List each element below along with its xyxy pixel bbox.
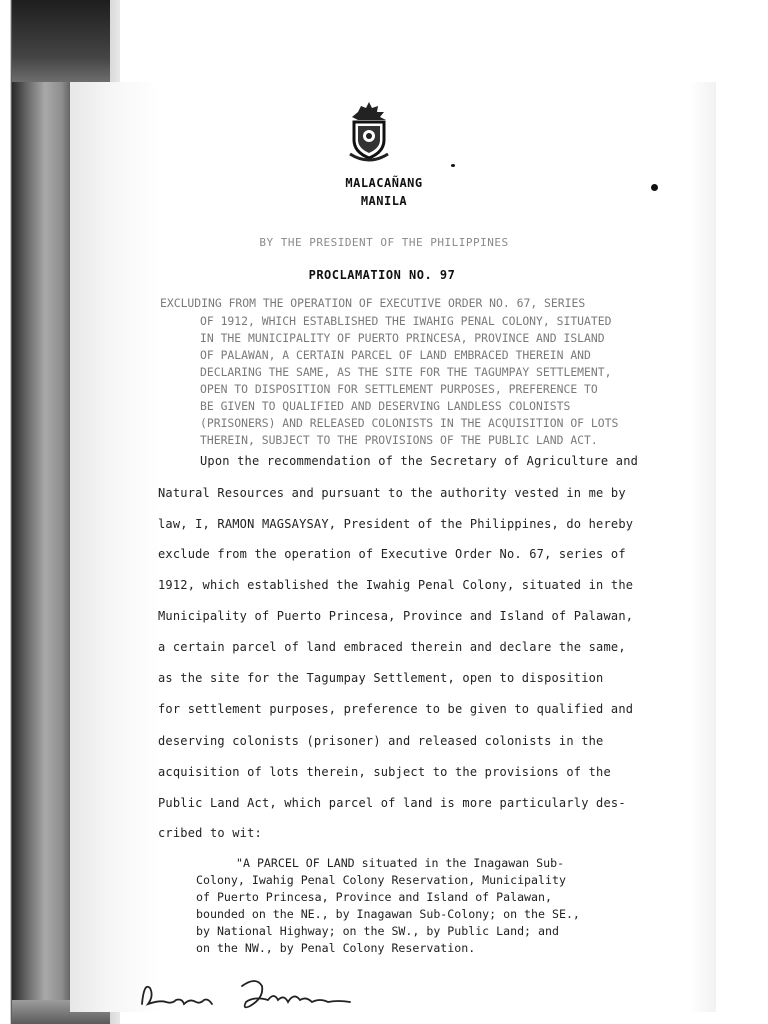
description-line: bounded on the NE., by Inagawan Sub-Colony; on the SE.,: [196, 907, 580, 921]
title-line: (PRISONERS) AND RELEASED COLONISTS IN THE ACQUISITION OF LOTS: [200, 416, 619, 430]
title-line: OPEN TO DISPOSITION FOR SETTLEMENT PURPOSES, PREFERENCE TO: [200, 382, 598, 396]
title-line: BE GIVEN TO QUALIFIED AND DESERVING LANDLESS COLONISTS: [200, 399, 571, 413]
body-line: acquisition of lots therein, subject to the provisions of the: [158, 765, 611, 779]
proclamation-number: PROCLAMATION NO. 97: [308, 268, 456, 282]
speck: [651, 184, 658, 191]
body-line: Upon the recommendation of the Secretary of Agriculture and: [200, 454, 639, 468]
body-line: Public Land Act, which parcel of land is more particularly des-: [158, 796, 626, 810]
title-line: THEREIN, SUBJECT TO THE PROVISIONS OF THE PUBLIC LAND ACT.: [200, 433, 598, 447]
signature-icon: [138, 974, 378, 1014]
title-line: OF PALAWAN, A CERTAIN PARCEL OF LAND EMBRACED THEREIN AND: [200, 348, 591, 362]
city-heading: MANILA: [360, 194, 408, 208]
body-line: law, I, RAMON MAGSAYSAY, President of the Philippines, do hereby: [158, 517, 634, 531]
title-line: OF 1912, WHICH ESTABLISHED THE IWAHIG PENAL COLONY, SITUATED: [200, 314, 612, 328]
description-line: Colony, Iwahig Penal Colony Reservation, Municipality: [196, 873, 566, 887]
body-line: exclude from the operation of Executive Order No. 67, series of: [158, 547, 626, 561]
speck: [451, 164, 455, 167]
description-line: on the NW., by Penal Colony Reservation.: [196, 941, 476, 955]
description-line: "A PARCEL OF LAND situated in the Inagawan Sub-: [236, 856, 565, 870]
title-line: IN THE MUNICIPALITY OF PUERTO PRINCESA, PROVINCE AND ISLAND: [200, 331, 605, 345]
binding-shadow-top: [12, 0, 110, 82]
body-line: cribed to wit:: [158, 826, 262, 840]
description-line: of Puerto Princesa, Province and Island of Palawan,: [196, 890, 552, 904]
body-line: 1912, which established the Iwahig Penal Colony, situated in the: [158, 578, 634, 592]
office-heading: MALACAÑANG: [345, 176, 423, 190]
presidential-seal-icon: [344, 100, 394, 162]
body-line: as the site for the Tagumpay Settlement, open to disposition: [158, 671, 604, 685]
body-line: for settlement purposes, preference to be given to qualified and: [158, 702, 634, 716]
body-line: deserving colonists (prisoner) and released colonists in the: [158, 734, 604, 748]
body-line: Natural Resources and pursuant to the authority vested in me by: [158, 486, 626, 500]
issuer-line: BY THE PRESIDENT OF THE PHILIPPINES: [259, 236, 509, 249]
description-line: by National Highway; on the SW., by Public Land; and: [196, 924, 559, 938]
body-line: a certain parcel of land embraced therein and declare the same,: [158, 640, 626, 654]
body-line: Municipality of Puerto Princesa, Province and Island of Palawan,: [158, 609, 634, 623]
title-line: DECLARING THE SAME, AS THE SITE FOR THE TAGUMPAY SETTLEMENT,: [200, 365, 612, 379]
title-line: EXCLUDING FROM THE OPERATION OF EXECUTIVE ORDER NO. 67, SERIES: [160, 296, 586, 310]
